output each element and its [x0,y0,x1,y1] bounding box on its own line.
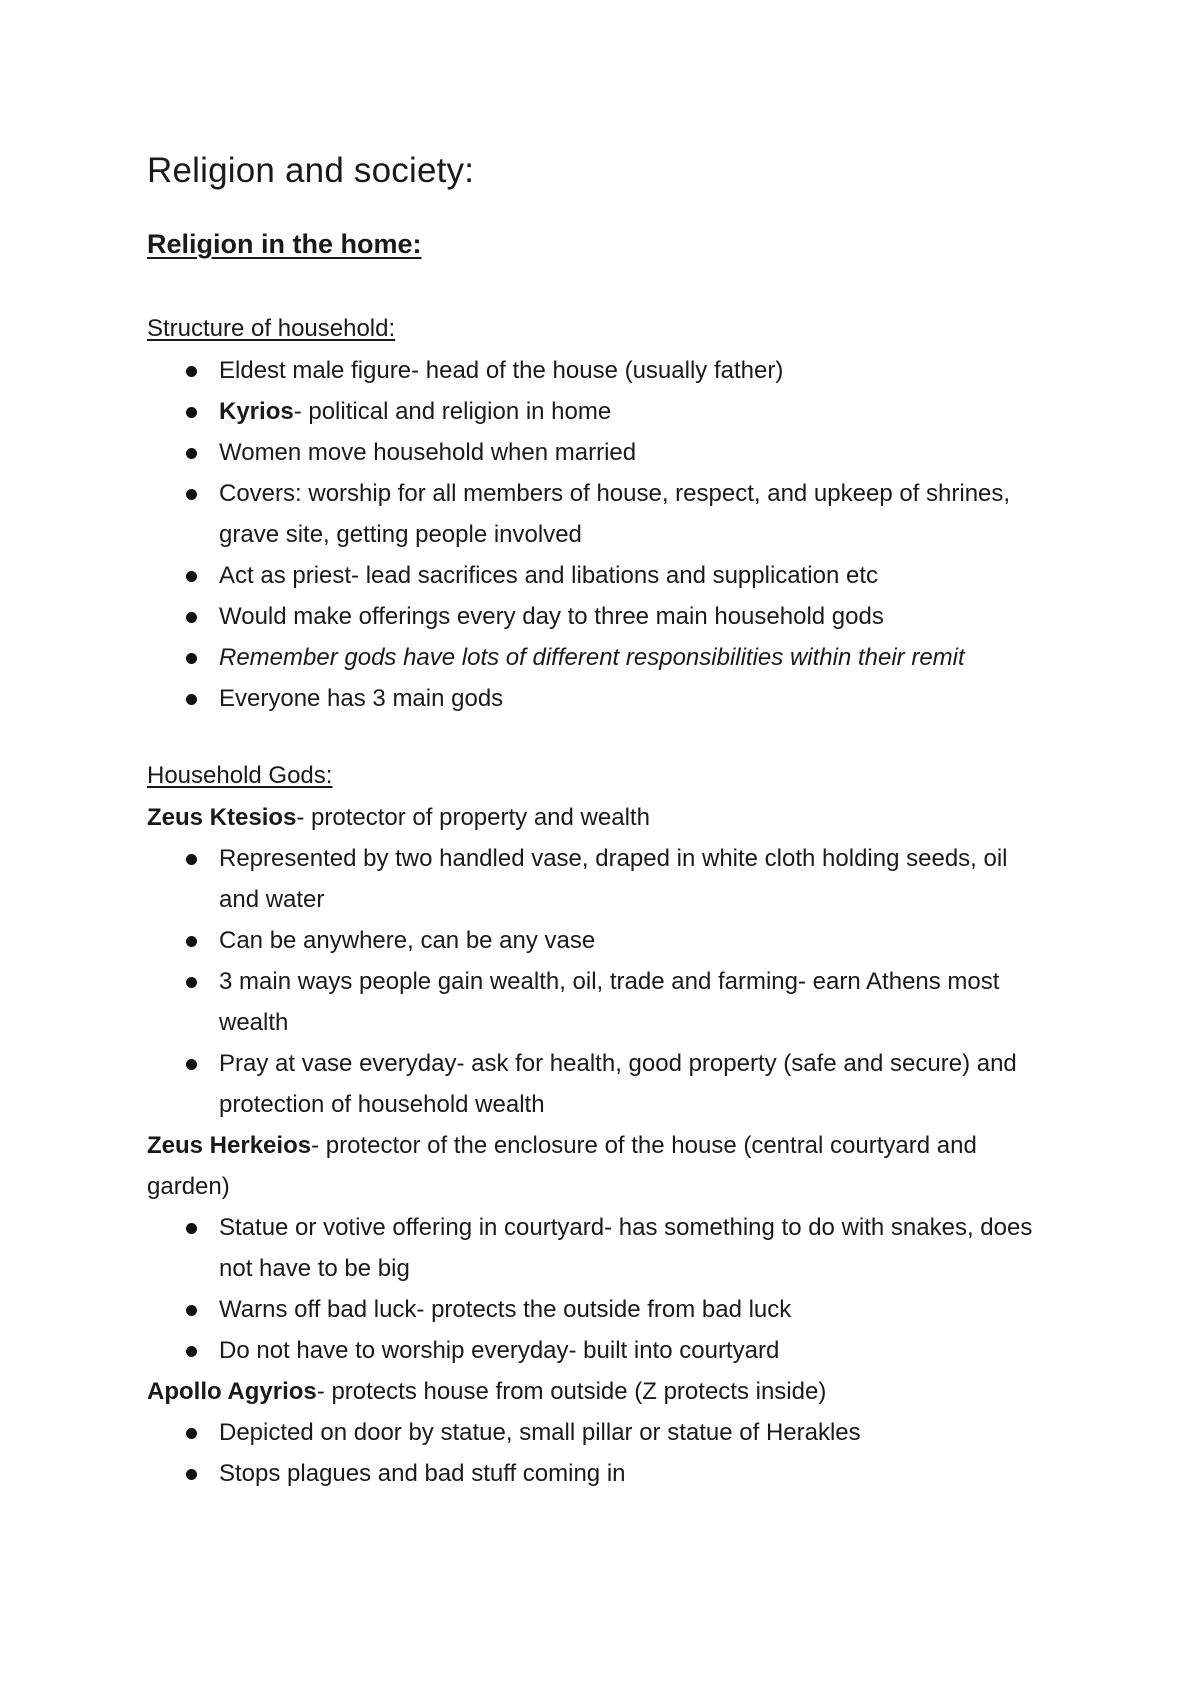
list-item: Can be anywhere, can be any vase [147,920,1047,961]
list-item: Everyone has 3 main gods [147,678,1047,719]
god-name: Apollo Agyrios [147,1378,317,1406]
document-page [147,150,1047,1494]
god-name: Zeus Herkeios [147,1132,312,1160]
structure-list [147,350,1047,719]
section-title-religion-in-home: Religion in the home: [147,229,422,259]
list-item: Statue or votive offering in courtyard- has something to do with snakes, does not have to be big [147,1207,1047,1289]
list-item: Covers: worship for all members of house, respect, and upkeep of shrines, grave site, getting people involved [147,473,1047,555]
term-kyrios: Kyrios [219,398,294,426]
god-zeus-herkeios: Zeus Herkeios- protector of the enclosure of the house (central courtyard and garden) [147,1132,977,1201]
list-item: Would make offerings every day to three main household gods [147,596,1047,637]
list-item: Remember gods have lots of different responsibilities within their remit [147,637,1047,678]
subsection-title-household-gods: Household Gods: [147,762,333,790]
list-item: Warns off bad luck- protects the outside from bad luck [147,1289,1047,1330]
list-item: Do not have to worship everyday- built into courtyard [147,1330,1047,1371]
list-item: Represented by two handled vase, draped in white cloth holding seeds, oil and water [147,838,1047,920]
page-title: Religion and society: [147,151,475,190]
apollo-agyrios-list [147,1412,1047,1494]
list-item: Pray at vase everyday- ask for health, good property (safe and secure) and protection of household wealth [147,1043,1047,1125]
list-item: Kyrios- political and religion in home [147,391,1047,432]
list-item: Stops plagues and bad stuff coming in [147,1453,1047,1494]
list-item: 3 main ways people gain wealth, oil, trade and farming- earn Athens most wealth [147,961,1047,1043]
zeus-herkeios-list [147,1207,1047,1371]
god-apollo-agyrios: Apollo Agyrios- protects house from outside (Z protects inside) [147,1378,827,1406]
list-item: Depicted on door by statue, small pillar or statue of Herakles [147,1412,1047,1453]
list-item: Eldest male figure- head of the house (usually father) [147,350,1047,391]
subsection-title-structure: Structure of household: [147,315,396,343]
zeus-ktesios-list [147,838,1047,1125]
list-item: Women move household when married [147,432,1047,473]
god-zeus-ktesios: Zeus Ktesios- protector of property and wealth [147,804,650,832]
god-name: Zeus Ktesios [147,804,297,832]
list-item: Act as priest- lead sacrifices and libations and supplication etc [147,555,1047,596]
